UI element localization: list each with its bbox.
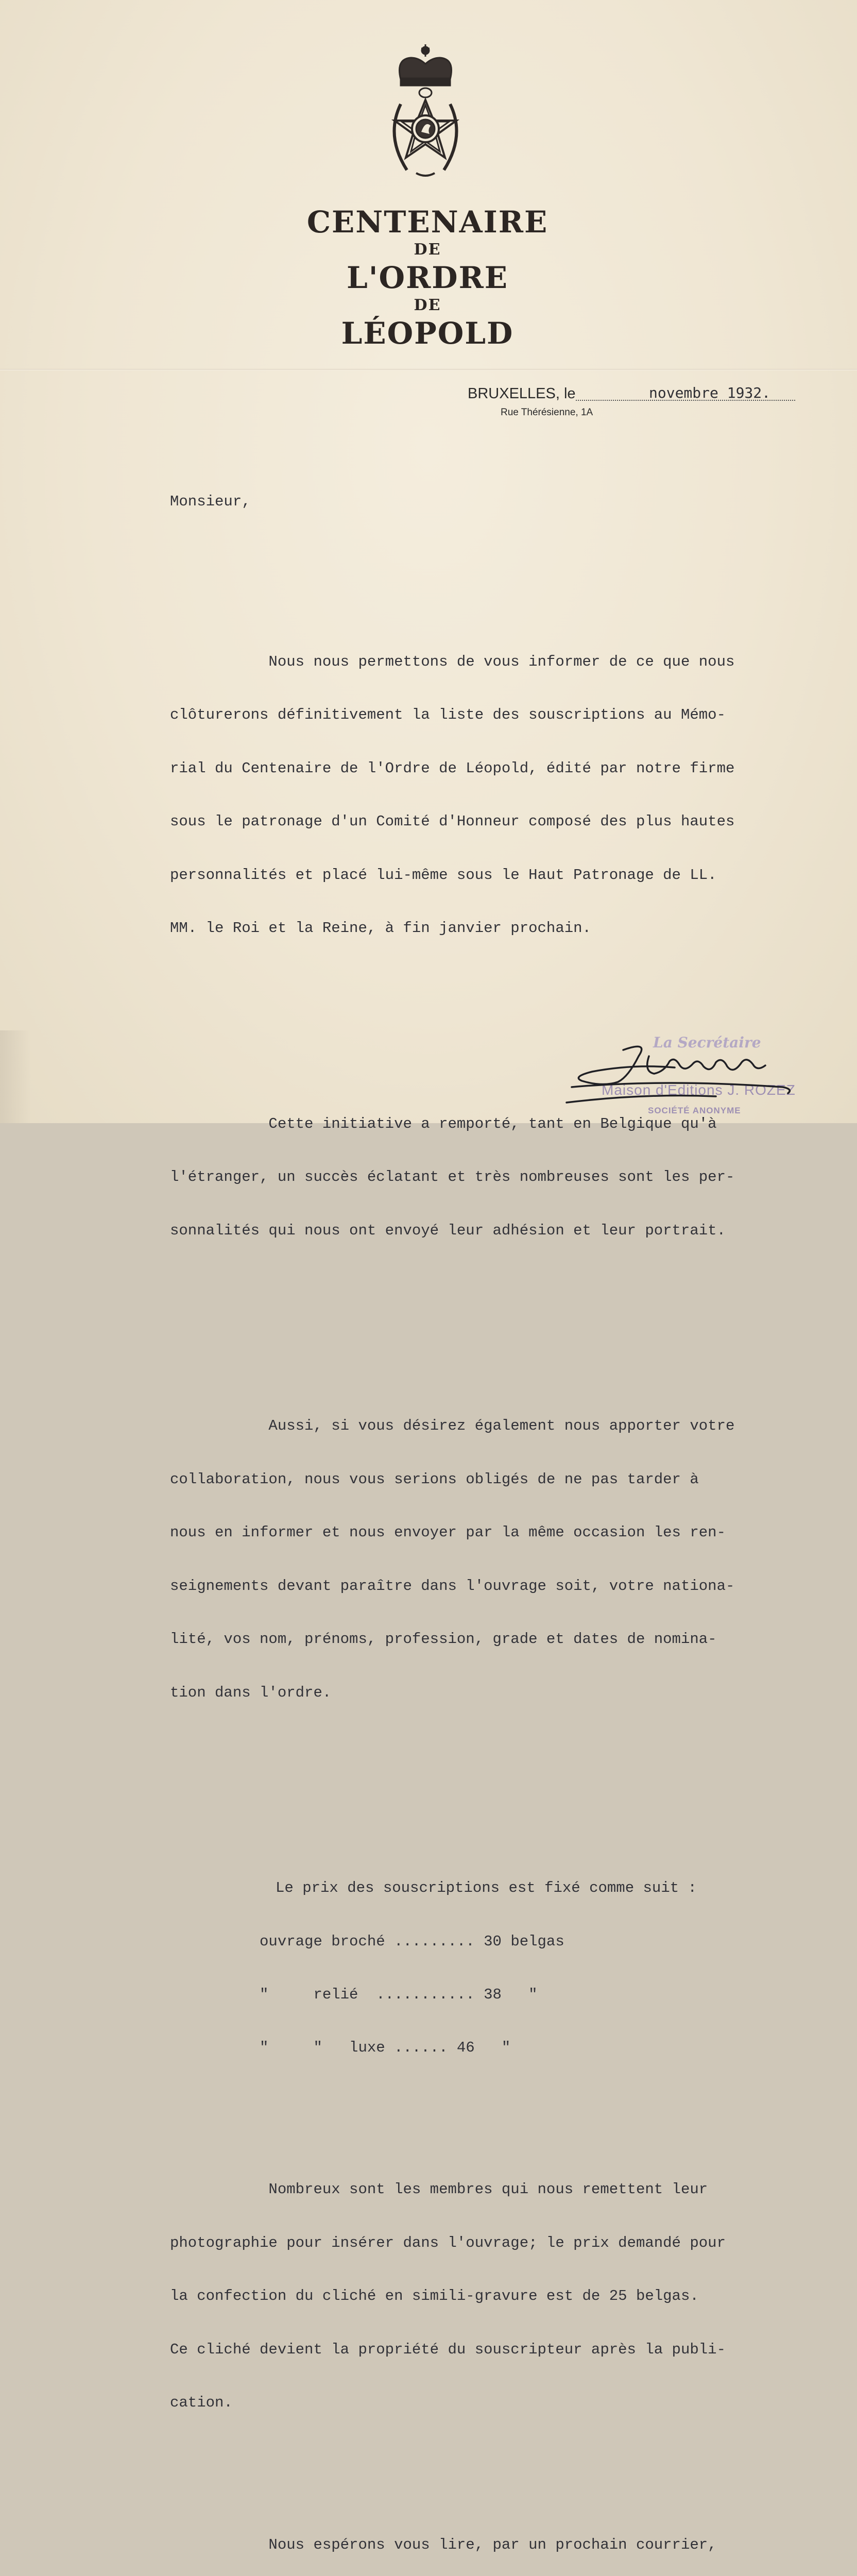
dateline-date: novembre 1932. <box>649 384 771 401</box>
paper-fold <box>0 369 857 370</box>
paragraph-line: photographie pour insérer dans l'ouvrage; le prix demandé pour <box>170 2234 726 2251</box>
paragraph-line: Cette initiative a remporté, tant en Belgique qu'à <box>170 1115 717 1132</box>
paragraph-line: rial du Centenaire de l'Ordre de Léopold, édité par notre firme <box>170 759 735 777</box>
title-line-leopold: LÉOPOLD <box>341 316 514 351</box>
price-row <box>170 1986 829 2004</box>
handwritten-signature-icon <box>561 1036 803 1108</box>
paragraph-1 <box>170 618 829 973</box>
price-list <box>170 1844 829 2092</box>
price-row <box>170 1933 829 1951</box>
paragraph-line: sous le patronage d'un Comité d'Honneur composé des plus hautes <box>170 813 735 830</box>
paragraph-line: Nombreux sont les membres qui nous remettent leur <box>170 2181 708 2198</box>
spacer <box>170 1773 829 1791</box>
price-value: 46 " <box>456 2039 511 2056</box>
paragraph-line: l'étranger, un succès éclatant et très nombreuses sont les per- <box>170 1168 735 1185</box>
dateline-place: BRUXELLES, le <box>468 385 576 402</box>
price-label: ouvrage broché <box>170 1933 395 1950</box>
paragraph-line: sonnalités qui nous ont envoyé leur adhésion et leur portrait. <box>170 1222 726 1239</box>
paragraph-line: seignements devant paraître dans l'ouvrage soit, votre nationa- <box>170 1577 735 1595</box>
paragraph-line: MM. le Roi et la Reine, à fin janvier prochain. <box>170 920 591 937</box>
price-dots: ...... <box>394 2039 457 2056</box>
spacer <box>170 547 829 565</box>
price-value: 30 belgas <box>484 1933 564 1950</box>
price-intro: Le prix des souscriptions est fixé comme suit : <box>276 1879 697 1896</box>
paragraph-line: Ce cliché devient la propriété du souscripteur après la publi- <box>170 2341 726 2358</box>
title-line-de-2: DE <box>414 296 441 314</box>
company-stamp-subtitle: SOCIÉTÉ ANONYME <box>648 1106 741 1115</box>
paragraph-line: nous en informer et nous envoyer par la même occasion les ren- <box>170 1524 726 1541</box>
paragraph-5 <box>170 2501 829 2576</box>
paragraph-line: collaboration, nous vous serions obligés de ne pas tarder à <box>170 1470 699 1488</box>
company-stamp-name: Maison d'Editions J. ROZEZ <box>602 1082 796 1098</box>
paragraph-line: tion dans l'ordre. <box>170 1684 332 1701</box>
letter-body <box>170 457 829 2576</box>
paragraph-line: cation. <box>170 2394 233 2411</box>
title-line-de-1: DE <box>414 241 441 259</box>
title-line-centenaire: CENTENAIRE <box>306 205 549 240</box>
paragraph-line: Aussi, si vous désirez également nous apporter votre <box>170 1417 735 1434</box>
spacer <box>170 1009 829 1027</box>
paragraph-line: la confection du cliché en simili-gravure est de 25 belgas. <box>170 2287 699 2304</box>
signatory-role: La Secrétaire <box>653 1034 761 1051</box>
dateline-address: Rue Thérésienne, 1A <box>501 407 593 418</box>
price-label: " relié <box>170 1986 376 2003</box>
paragraph-line: personnalités et placé lui-même sous le Haut Patronage de LL. <box>170 866 717 884</box>
title-line-ordre: L'ORDRE <box>347 260 508 295</box>
paragraph-line: clôturerons définitivement la liste des souscriptions au Mémo- <box>170 706 726 723</box>
salutation: Monsieur, <box>170 493 251 510</box>
paragraph-line: lité, vos nom, prénoms, profession, grade et dates de nomina- <box>170 1631 717 1648</box>
letterhead-title <box>247 205 608 350</box>
spacer <box>170 1311 829 1329</box>
price-dots: ........... <box>376 1986 484 2003</box>
price-dots: ......... <box>394 1933 484 1950</box>
price-label: " " luxe <box>170 2039 395 2056</box>
paragraph-3 <box>170 1382 829 1737</box>
paper-wear <box>0 1030 31 1123</box>
paragraph-line: Nous espérons vous lire, par un prochain courrier, <box>170 2536 717 2553</box>
paragraph-4 <box>170 2145 829 2448</box>
paragraph-line: Nous nous permettons de vous informer de ce que nous <box>170 653 735 670</box>
price-row <box>170 2039 829 2057</box>
price-value: 38 " <box>484 1986 538 2003</box>
order-of-leopold-crest-icon <box>380 43 471 185</box>
